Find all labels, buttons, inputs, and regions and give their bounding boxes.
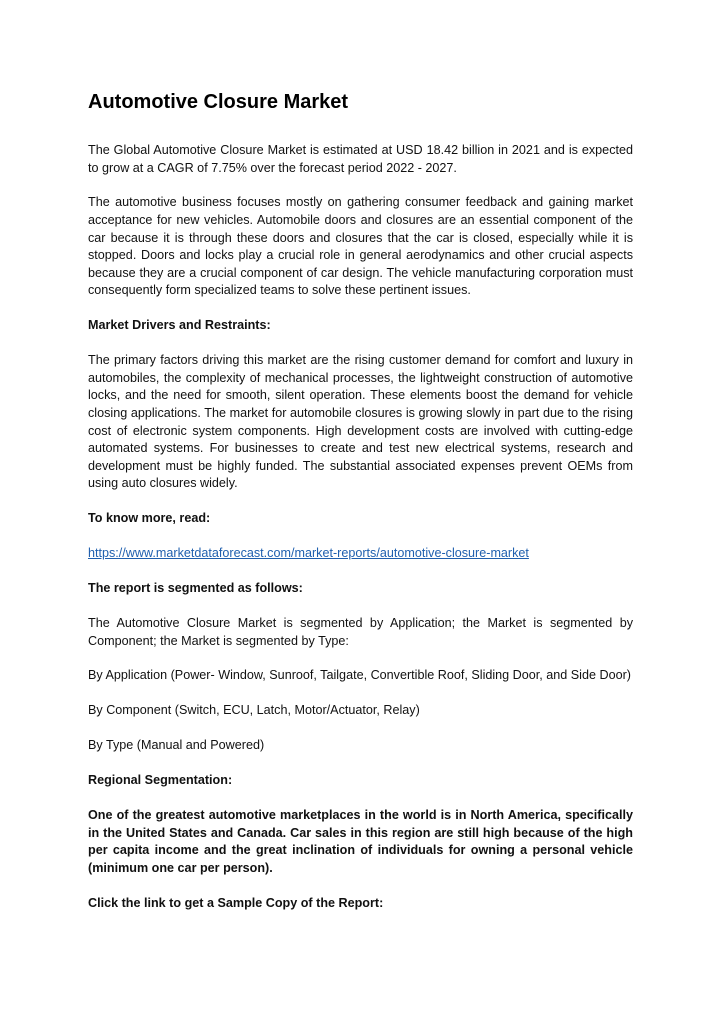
document-title: Automotive Closure Market bbox=[88, 91, 349, 113]
know-more-heading: To know more, read: bbox=[88, 511, 211, 526]
drivers-heading: Market Drivers and Restraints: bbox=[88, 318, 271, 333]
drivers-paragraph: The primary factors driving this market are the rising customer demand for comfort and luxury in automobiles, the complexity of mechanical processes, the lightweight construction of automotive locks, and the need for smooth, silent operation. These elements boost the demand for vehicle closing applications. The market for automobile closures is growing slowly in part due to the rising cost of electronic system components. High development costs are involved with cutting-edge automated systems. For businesses to create and test new electrical systems, research and development must be highly funded. The substantial associated expenses prevent OEMs from using auto closures widely. bbox=[88, 353, 633, 491]
sample-copy-heading: Click the link to get a Sample Copy of the Report: bbox=[88, 895, 384, 910]
segmented-paragraph: The Automotive Closure Market is segmented by Application; the Market is segmented by Component; the Market is segmented by Type: bbox=[88, 615, 633, 648]
by-component-paragraph: By Component (Switch, ECU, Latch, Motor/Actuator, Relay) bbox=[88, 703, 420, 718]
report-link-paragraph bbox=[88, 545, 633, 563]
segmented-heading: The report is segmented as follows: bbox=[88, 581, 303, 596]
regional-heading: Regional Segmentation: bbox=[88, 773, 233, 788]
intro-paragraph: The Global Automotive Closure Market is estimated at USD 18.42 billion in 2021 and is expected to grow at a CAGR of 7.75% over the forecast period 2022 - 2027. bbox=[88, 143, 633, 175]
by-type-paragraph: By Type (Manual and Powered) bbox=[88, 738, 265, 753]
overview-paragraph: The automotive business focuses mostly on gathering consumer feedback and gaining market acceptance for new vehicles. Automobile doors and closures are an essential component of the car because it is through these doors and closures that the car is closed, especially while it is stopped. Doors and locks play a crucial role in general aerodynamics and other crucial aspects because they are a crucial component of car design. The vehicle manufacturing corporation must consequently form specialized teams to solve these pertinent issues. bbox=[88, 195, 633, 298]
report-link[interactable]: https://www.marketdataforecast.com/market-reports/automotive-closure-market bbox=[88, 546, 529, 561]
document-page bbox=[88, 84, 633, 930]
regional-paragraph: One of the greatest automotive marketplaces in the world is in North America, specifically in the United States and Canada. Car sales in this region are still high because of the high per capita income and the great inclination of individuals for owning a personal vehicle (minimum one car per person). bbox=[88, 808, 633, 875]
by-application-paragraph: By Application (Power- Window, Sunroof, Tailgate, Convertible Roof, Sliding Door, and Side Door) bbox=[88, 668, 631, 683]
